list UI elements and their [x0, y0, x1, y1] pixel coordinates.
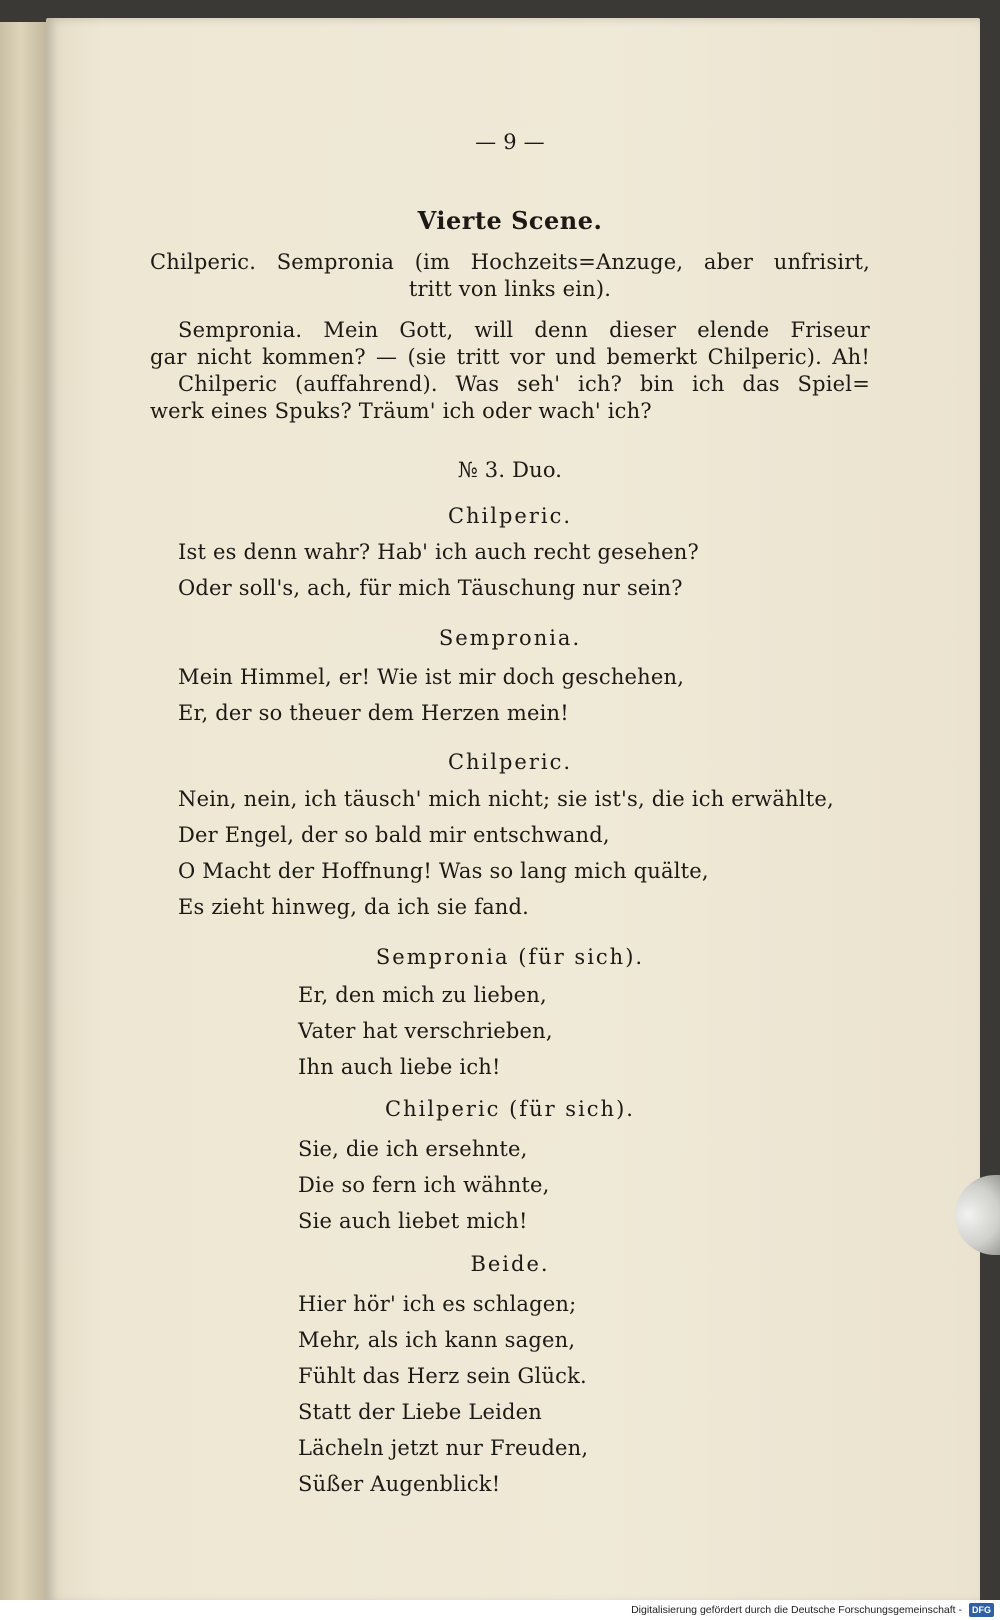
funding-notice: Digitalisierung gefördert durch die Deutsche Forschungsgemeinschaft -	[631, 1604, 962, 1616]
verse-line: Hier hör' ich es schlagen;	[298, 1292, 577, 1316]
scene-heading: Vierte Scene.	[417, 206, 603, 235]
speaker-name: Sempronia (für sich).	[375, 945, 645, 969]
page-number: — 9 —	[475, 130, 545, 154]
verse-line: Süßer Augenblick!	[298, 1472, 501, 1496]
number-heading: № 3. Duo.	[457, 458, 563, 482]
dialogue-line: Sempronia. Mein Gott, will denn dieser elende Friseur	[178, 318, 870, 342]
speaker-name: Chilperic.	[447, 504, 573, 528]
verse-line: Oder soll's, ach, für mich Täuschung nur sein?	[178, 576, 683, 600]
speaker-name: Beide.	[470, 1252, 550, 1276]
verse-line: Ist es denn wahr? Hab' ich auch recht gesehen?	[178, 540, 699, 564]
dialogue-line: Chilperic (auffahrend). Was seh' ich? bin ich das Spiel=	[178, 372, 870, 396]
verse-line: Sie auch liebet mich!	[298, 1209, 528, 1233]
facing-page-edge	[0, 22, 52, 1602]
verse-line: Er, den mich zu lieben,	[298, 983, 547, 1007]
stage-direction-line: tritt von links ein).	[408, 277, 612, 301]
speaker-name: Chilperic (für sich).	[385, 1097, 635, 1121]
verse-line: Es zieht hinweg, da ich sie fand.	[178, 895, 530, 919]
dfg-logo: DFG	[969, 1603, 994, 1617]
verse-line: Mehr, als ich kann sagen,	[298, 1328, 576, 1352]
verse-line: Der Engel, der so bald mir entschwand,	[178, 823, 610, 847]
verse-line: Lächeln jetzt nur Freuden,	[298, 1436, 589, 1460]
verse-line: Vater hat verschrieben,	[298, 1019, 553, 1043]
verse-line: Die so fern ich wähnte,	[298, 1173, 550, 1197]
verse-line: Ihn auch liebe ich!	[298, 1055, 501, 1079]
speaker-name: Chilperic.	[447, 750, 573, 774]
digitization-footer	[0, 1600, 1000, 1620]
verse-line: Nein, nein, ich täusch' mich nicht; sie ist's, die ich erwählte,	[178, 787, 834, 811]
dialogue-line: gar nicht kommen? — (sie tritt vor und bemerkt Chilperic). Ah!	[150, 345, 870, 369]
dialogue-line: werk eines Spuks? Träum' ich oder wach' ich?	[150, 399, 652, 423]
verse-line: Sie, die ich ersehnte,	[298, 1137, 528, 1161]
verse-line: Fühlt das Herz sein Glück.	[298, 1364, 587, 1388]
verse-line: Er, der so theuer dem Herzen mein!	[178, 701, 569, 725]
verse-line: Mein Himmel, er! Wie ist mir doch geschehen,	[178, 665, 685, 689]
verse-line: Statt der Liebe Leiden	[298, 1400, 543, 1424]
speaker-name: Sempronia.	[438, 626, 582, 650]
verse-line: O Macht der Hoffnung! Was so lang mich quälte,	[178, 859, 709, 883]
stage-direction-line: Chilperic. Sempronia (im Hochzeits=Anzuge, aber unfrisirt,	[150, 250, 870, 274]
page-content	[150, 0, 870, 1600]
